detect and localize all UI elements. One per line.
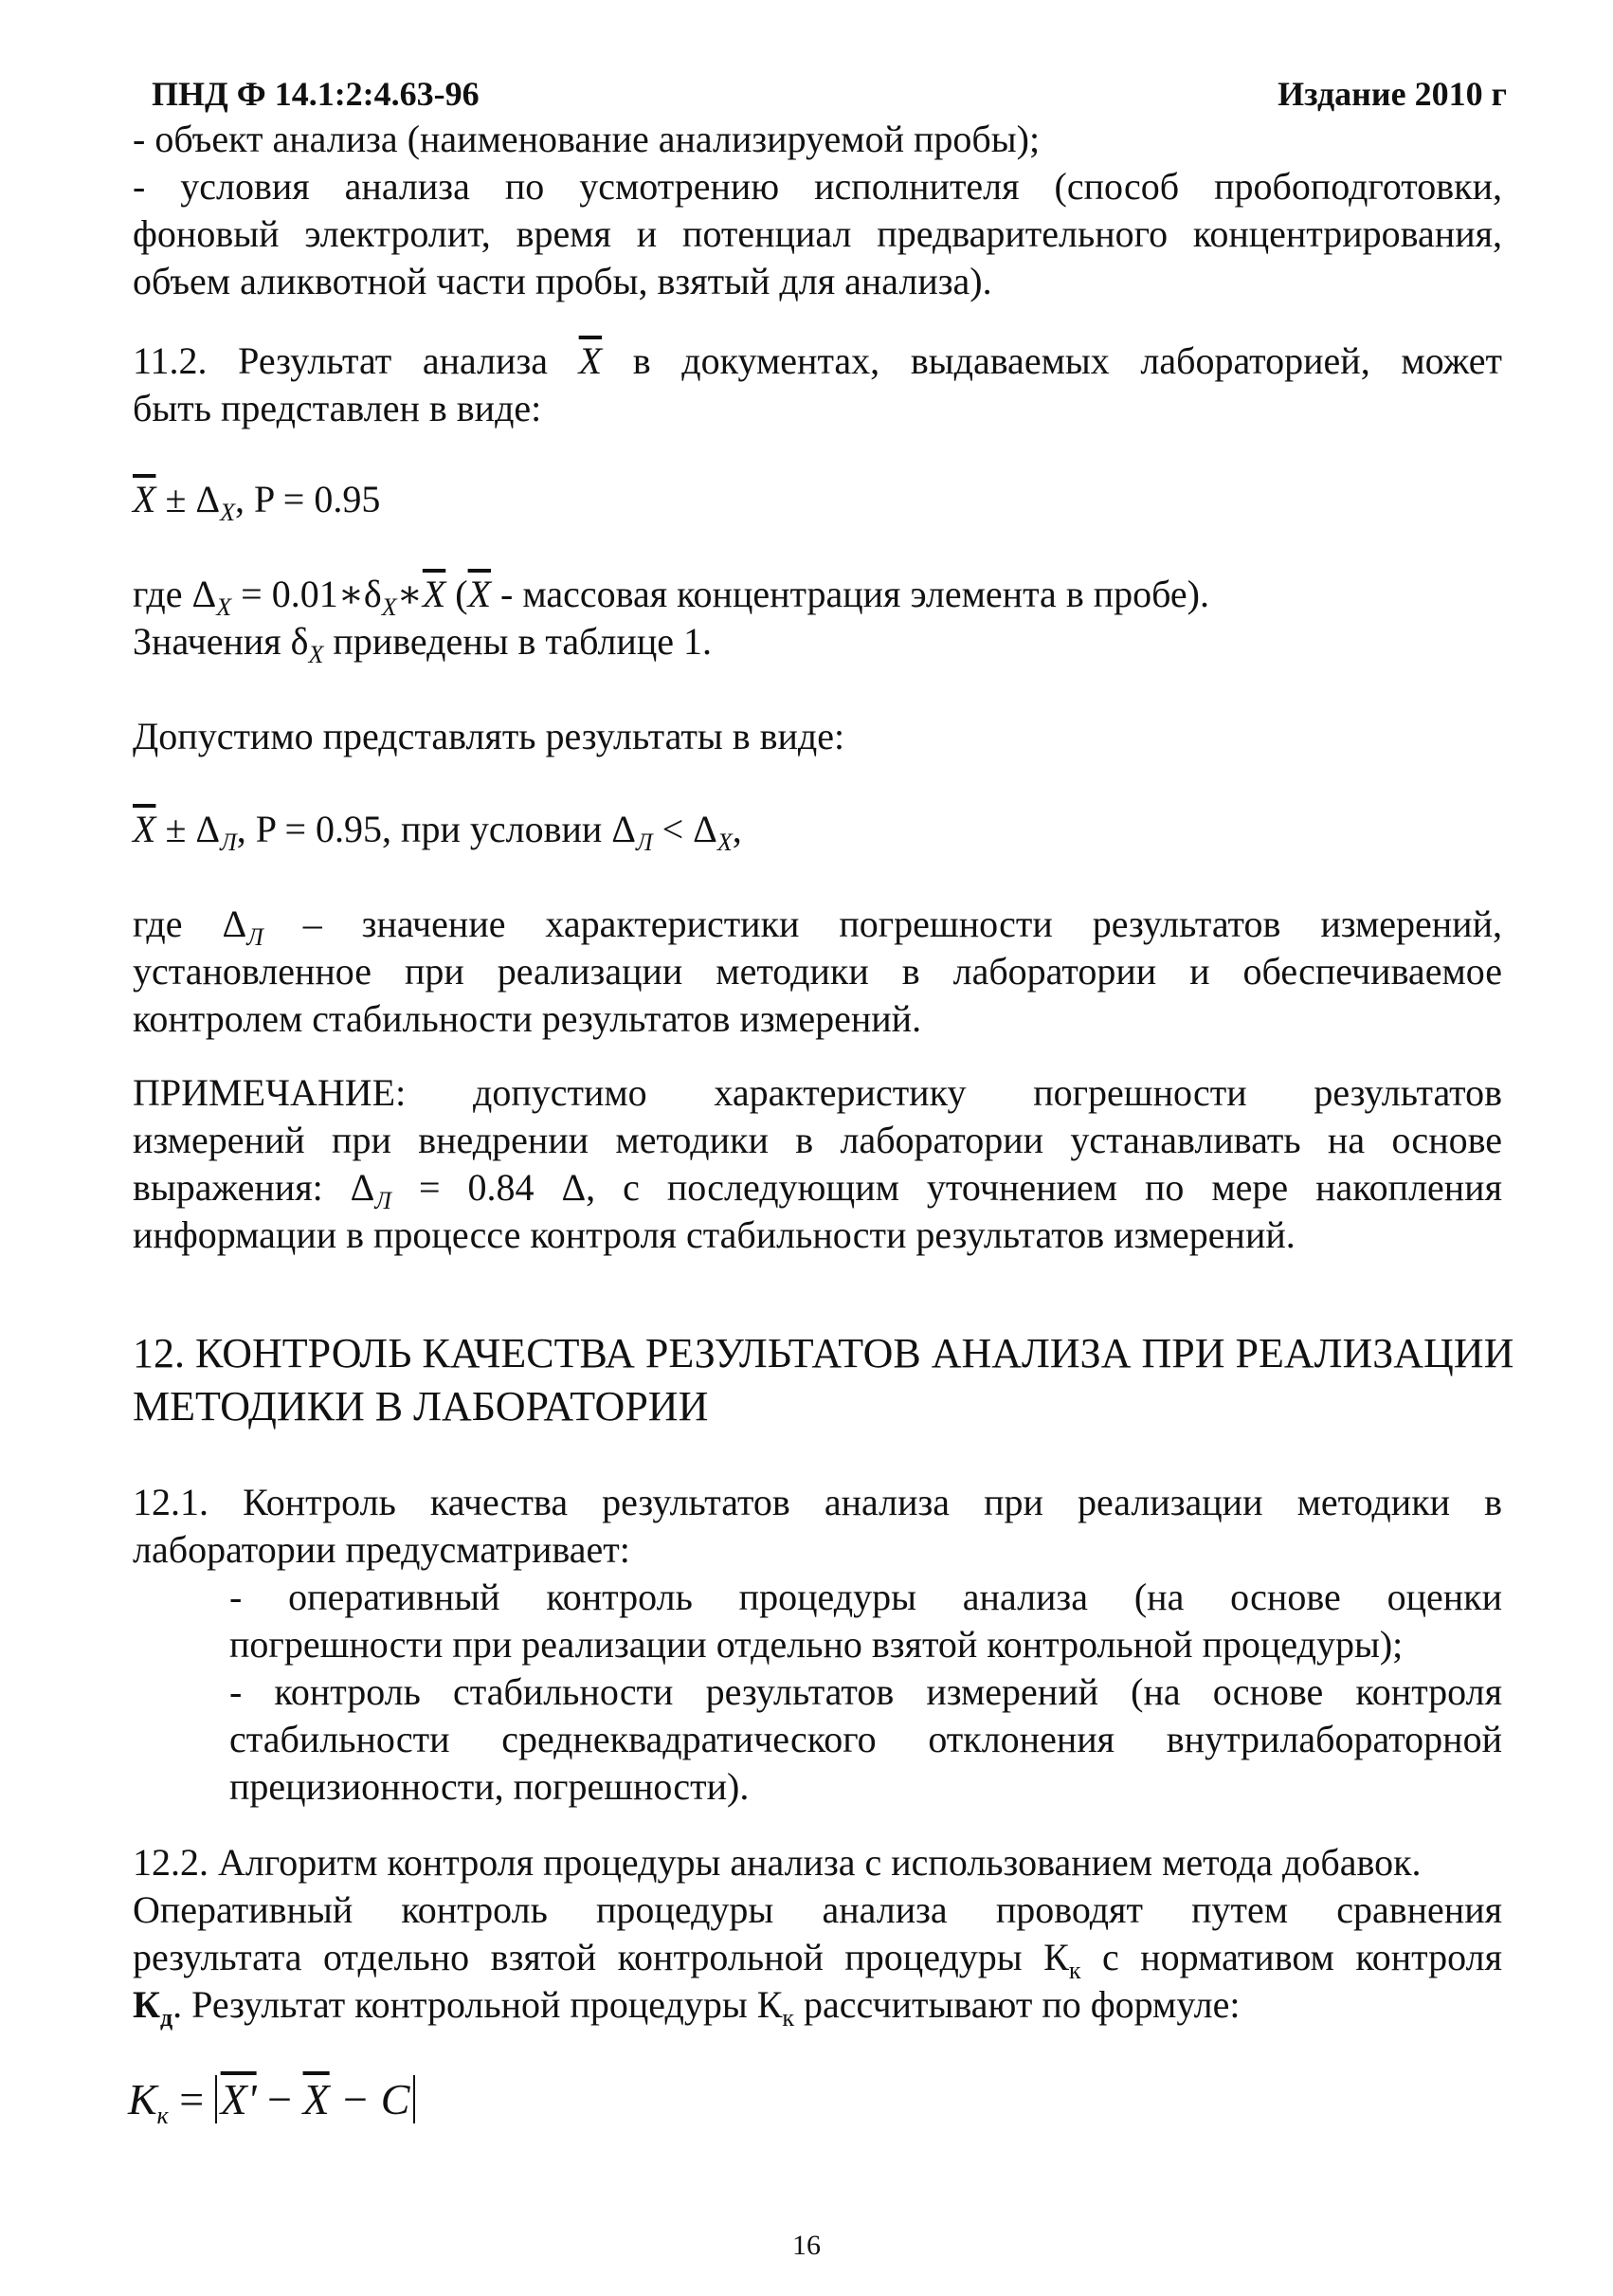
- kk-formula: $К_к = X' - \overline{X} - C$: [128, 2074, 415, 2124]
- paragraph-line: 11.2. Результат анализа $\overline{X}$ в документах, выдаваемых лабораторией, может: [133, 339, 1503, 382]
- result-formula-2: $\overline{X} \pm \Delta_Л$, P = 0.95, при условии $\Delta_Л < \Delta_X$,: [133, 808, 742, 856]
- section-12-2: 12.2. Алгоритм контроля процедуры анализа с использованием метода добавок. Оперативный контроль процедуры анализа проводят путем сравнения результата отдельно взятой контрольной процедуры $К_к$ с нормативом контроля $К_д$. Результат контрольной процедуры $К_к$ рассчитывают по формуле:: [133, 1841, 1502, 2032]
- edition: Издание 2010 г: [1278, 75, 1507, 113]
- section-12-1: 12.1. Контроль качества результатов анализа при реализации методики в лаборатории предусматривает: - оперативный контроль процедуры анализа (на основе оценки погрешности при реализации отдельно взятой контрольной процедуры); - контроль стабильности результатов измерений (на основе контроля стабильности среднеквадратического отклонения внутрилабораторной прецизионности, погрешности).: [133, 1479, 1502, 1811]
- section-11-2: [133, 337, 1502, 432]
- list-item: - контроль стабильности результатов измерений (на основе контроля: [229, 1670, 1502, 1713]
- list-item: - оперативный контроль процедуры анализа (на основе оценки: [229, 1576, 1502, 1618]
- intro-line: - объект анализа (наименование анализируемой пробы);: [133, 118, 1041, 160]
- intro-line: объем аликвотной части пробы, взятый для анализа).: [133, 260, 992, 302]
- note: ПРИМЕЧАНИЕ: допустимо характеристику погрешности результатов измерений при внедрении методики в лаборатории устанавливать на основе выражения: $\Delta_Л = 0.84$ Δ, с последующим уточнением по мере накопления информации в процессе контроля стабильности результатов измерений.: [133, 1071, 1502, 1256]
- paragraph-line: быть представлен в виде:: [133, 387, 542, 429]
- allowed-text: Допустимо представлять результаты в виде:: [133, 715, 845, 757]
- result-formula: $\overline{X} \pm \Delta_X$, P = 0.95: [133, 478, 381, 526]
- intro-line: фоновый электролит, время и потенциал предварительного концентрирования,: [133, 212, 1502, 255]
- x-mean-symbol: $\overline{X}$: [578, 339, 603, 382]
- section-12-title: 12. КОНТРОЛЬ КАЧЕСТВА РЕЗУЛЬТАТОВ АНАЛИЗА ПРИ РЕАЛИЗАЦИИ МЕТОДИКИ В ЛАБОРАТОРИИ: [133, 1330, 1514, 1430]
- where-delta-x: где $\Delta_X$ = $0.01∗\delta_X∗\overline{X}$ ($\overline{X}$ - массовая концентрация элемента в пробе). Значения $\delta_X$ приведены в таблице 1.: [133, 573, 1210, 668]
- doc-code: ПНД Ф 14.1:2:4.63-96: [152, 75, 480, 113]
- where-delta-l: где $\Delta_Л$ – значение характеристики погрешности результатов измерений, установленное при реализации методики в лаборатории и обеспечиваемое контролем стабильности результатов измерений.: [133, 902, 1502, 1040]
- page-number: 16: [792, 2230, 821, 2261]
- bullet-list: - оперативный контроль процедуры анализа (на основе оценки погрешности при реализации отдельно взятой контрольной процедуры); - контроль стабильности результатов измерений (на основе контроля стабильности среднеквадратического отклонения внутрилабораторной прецизионности, погрешности).: [229, 1576, 1502, 1808]
- intro-block: [133, 116, 1502, 305]
- intro-line: - условия анализа по усмотрению исполнителя (способ пробоподготовки,: [133, 165, 1502, 208]
